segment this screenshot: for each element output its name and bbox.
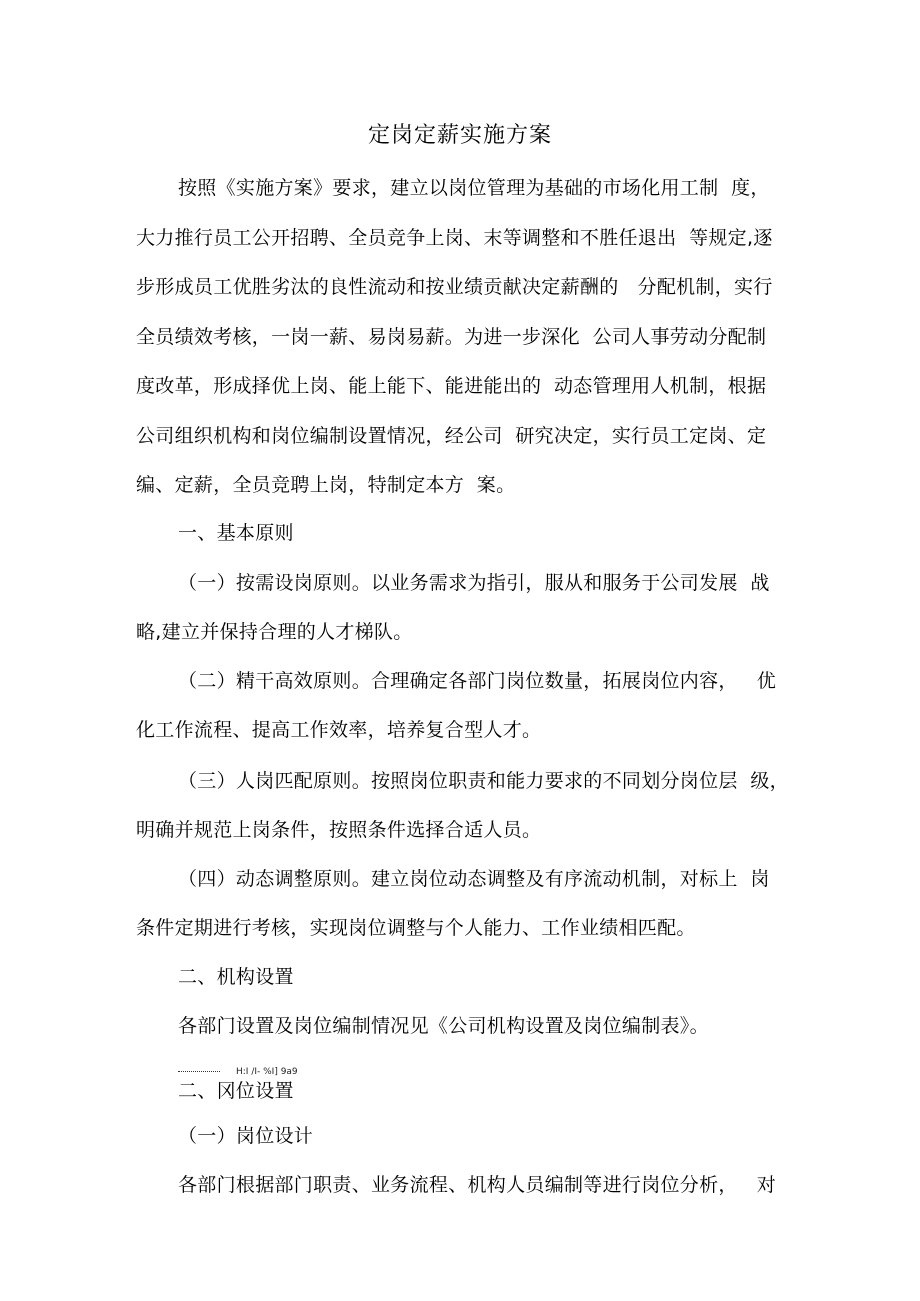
intro-line-1: 按照《实施方案》要求，建立以岗位管理为基础的市场化用工制 度， <box>178 177 770 199</box>
intro-line-4: 全员绩效考核，一岗一薪、易岗易薪。为进一步深化 公司人事劳动分配制 <box>136 326 767 348</box>
principle-1-line-2: 略,建立并保持合理的人才梯队。 <box>136 621 413 643</box>
dotted-rule <box>178 1071 220 1072</box>
section-heading-position-setup: 二、冈位设置 <box>178 1080 294 1102</box>
section-heading-org-setup: 二、机构设置 <box>178 966 294 988</box>
position-design-text: 各部门根据部门职责、业务流程、机构人员编制等进行岗位分析， 对 <box>178 1174 777 1196</box>
principle-2-line-2: 化工作流程、提高工作效率，培养复合型人才。 <box>136 719 542 741</box>
principle-2-line-1: （二）精干高效原则。合理确定各部门岗位数量，拓展岗位内容， 优 <box>178 670 777 692</box>
sub-heading-position-design: （一）岗位设计 <box>178 1125 314 1147</box>
org-setup-text: 各部门设置及岗位编制情况见《公司机构设置及岗位编制表》。 <box>178 1015 709 1037</box>
intro-line-5: 度改革，形成择优上岗、能上能下、能进能出的 动态管理用人机制，根据 <box>136 375 767 397</box>
principle-3-line-2: 明确并规范上岗条件，按照条件选择合适人员。 <box>136 819 542 841</box>
principle-4-line-2: 条件定期进行考核，实现岗位调整与个人能力、工作业绩相匹配。 <box>136 917 696 939</box>
intro-line-7: 编、定薪，全员竞聘上岗，特制定本方 案。 <box>136 474 516 496</box>
intro-line-3: 步形成员工优胜劣汰的良性流动和按业绩贡献决定薪酬的 分配机制，实行 <box>136 276 773 298</box>
principle-1-line-1: （一）按需设岗原则。以业务需求为指引，服从和服务于公司发展 战 <box>178 572 770 594</box>
stray-mark-text: H:I /I- %I] 9a9 <box>236 1067 298 1077</box>
document-title: 定岗定薪实施方案 <box>367 123 552 148</box>
principle-3-line-1: （三）人岗匹配原则。按照岗位职责和能力要求的不同划分岗位层 级， <box>178 770 789 792</box>
principle-4-line-1: （四）动态调整原则。建立岗位动态调整及有序流动机制，对标上 岗 <box>178 868 770 890</box>
intro-line-2: 大力推行员工公开招聘、全员竞争上岗、末等调整和不胜任退出 等规定,逐 <box>136 227 773 249</box>
intro-line-6: 公司组织机构和岗位编制设置情况，经公司 研究决定，实行员工定岗、定 <box>136 425 767 447</box>
section-heading-basic-principles: 一、基本原则 <box>178 522 294 544</box>
